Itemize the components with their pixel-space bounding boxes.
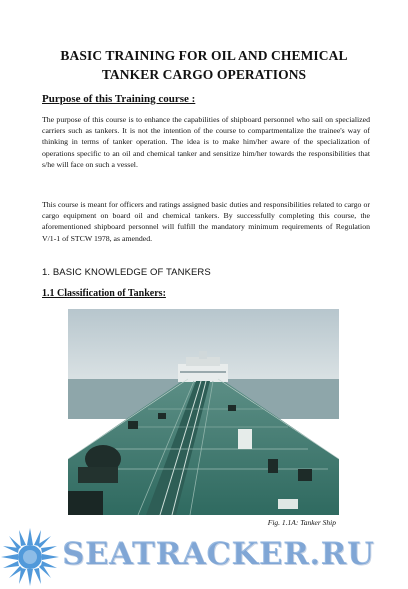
title-line-2: TANKER CARGO OPERATIONS bbox=[101, 67, 307, 82]
title-line-1: BASIC TRAINING FOR OIL AND CHEMICAL bbox=[60, 48, 348, 63]
figure-caption: Fig. 1.1A: Tanker Ship bbox=[267, 518, 336, 527]
section-1-heading: 1. BASIC KNOWLEDGE OF TANKERS bbox=[42, 267, 211, 278]
sun-logo-icon bbox=[1, 528, 59, 586]
section-1-1-heading: 1.1 Classification of Tankers: bbox=[42, 288, 166, 299]
purpose-heading: Purpose of this Training course : bbox=[42, 93, 196, 105]
purpose-paragraph-1: The purpose of this course is to enhance the capabilities of shipboard personnel who sail on specialized carriers such as tankers. It is not the intention of the course to compartmentalize the trainee's way of thinking in terms of tanker operation. The idea is to make him/her aware of the specialization of operations specific to an oil and chemical tanker and sensitize him/her towards the responsibilities that s/he will face on such a vessel. bbox=[42, 115, 370, 169]
document-title bbox=[20, 46, 388, 84]
purpose-paragraph-2: This course is meant for officers and ratings assigned basic duties and responsibilities related to cargo or cargo equipment on board oil and chemical tankers. By successfully completing this course, the aforementioned shipboard personnel will fulfill the mandatory minimum requirements of Regulation V/1-1 of STCW 1978, as amended. bbox=[42, 200, 370, 243]
watermark bbox=[0, 526, 408, 589]
tanker-ship-photo bbox=[68, 309, 339, 515]
watermark-text: SEATRACKER.RU bbox=[62, 536, 375, 572]
